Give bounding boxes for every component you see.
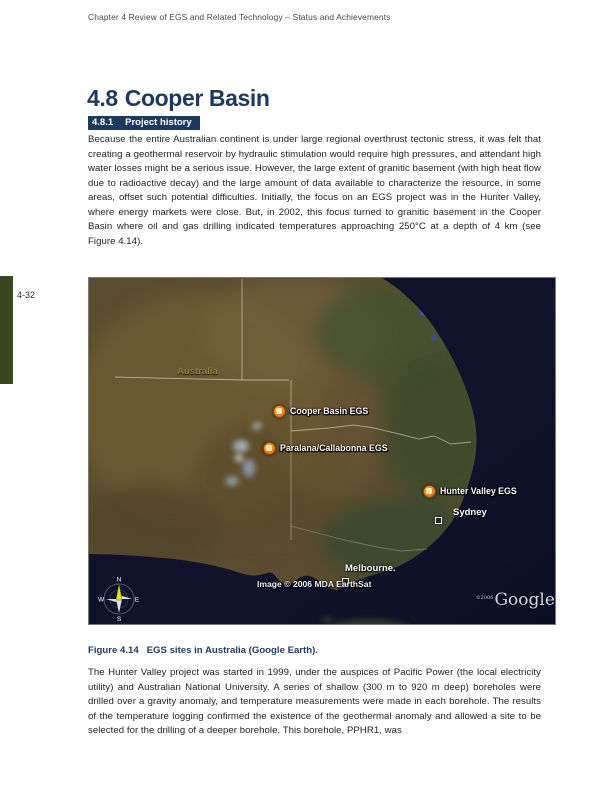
imagery-attribution: Image © 2006 MDA EarthSat <box>257 579 372 589</box>
country-label: Australia <box>177 366 218 377</box>
section-title-text: Cooper Basin <box>124 85 270 111</box>
subsection-number: 4.8.1 <box>92 117 114 128</box>
city-label: Sydney <box>453 507 487 518</box>
section-number: 4.8 <box>87 85 118 111</box>
compass-rose-icon <box>96 574 142 624</box>
paragraph-hunter-valley: The Hunter Valley project was started in 1999, under the auspices of Pacific Power (the local electricity utility) and Australian National University. A series of shallow (300 m to 920 m deep) boreholes were drilled over a gravity anomaly, and temperature measurements were made in each borehole. The results of the temperature logging confirmed the existence of the geothermal anomaly and allowed a site to be selected for the drilling of a deeper borehole. This borehole, PPHR1, was <box>88 667 541 737</box>
site-label: Paralana/Callabonna EGS <box>280 443 388 453</box>
svg-text:S: S <box>116 616 122 623</box>
figure-number: Figure 4.14 <box>88 645 139 656</box>
city-label: Melbourne. <box>345 563 396 574</box>
city-square-icon <box>435 517 442 524</box>
svg-text:N: N <box>116 576 122 584</box>
figure-caption-text: EGS sites in Australia (Google Earth). <box>146 645 318 656</box>
paragraph-project-history: Because the entire Australian continent is under large regional overthrust tectonic stress, it was felt that creating a geothermal reservoir by hydraulic stimulation would require high pressures, and attendant high water losses might be a serious issue. However, the large extent of granitic basement (with high heat flow due to radioactive decay) and the large amount of data available to characterize the resource, in some areas, offset such potential difficulties. Initially, the focus on an EGS project was in the Hunter Valley, where energy markets were close. But, in 2002, this focus turned to granitic basement in the Cooper Basin where oil and gas drilling indicated temperatures approaching 250°C at a depth of 4 km (see Figure 4.14). <box>88 134 541 247</box>
figure-caption <box>88 645 318 656</box>
site-label: Hunter Valley EGS <box>440 486 517 496</box>
subsection-title-text: Project history <box>125 117 192 128</box>
svg-text:W: W <box>97 596 105 604</box>
subsection-heading <box>88 116 200 130</box>
page-number: 4-32 <box>17 290 36 300</box>
site-pin-icon <box>423 485 436 498</box>
section-title <box>87 85 270 112</box>
running-header: Chapter 4 Review of EGS and Related Technology – Status and Achievements <box>88 12 391 22</box>
svg-text:E: E <box>134 596 140 604</box>
map-overlay <box>89 278 555 624</box>
figure-map-australia <box>88 277 556 625</box>
site-pin-icon <box>273 405 286 418</box>
site-pin-icon <box>263 442 276 455</box>
google-logo: ©2006 Google <box>476 590 555 610</box>
site-label: Cooper Basin EGS <box>290 406 369 416</box>
margin-tab-bar <box>0 276 13 384</box>
google-copyright: ©2006 <box>476 596 494 601</box>
